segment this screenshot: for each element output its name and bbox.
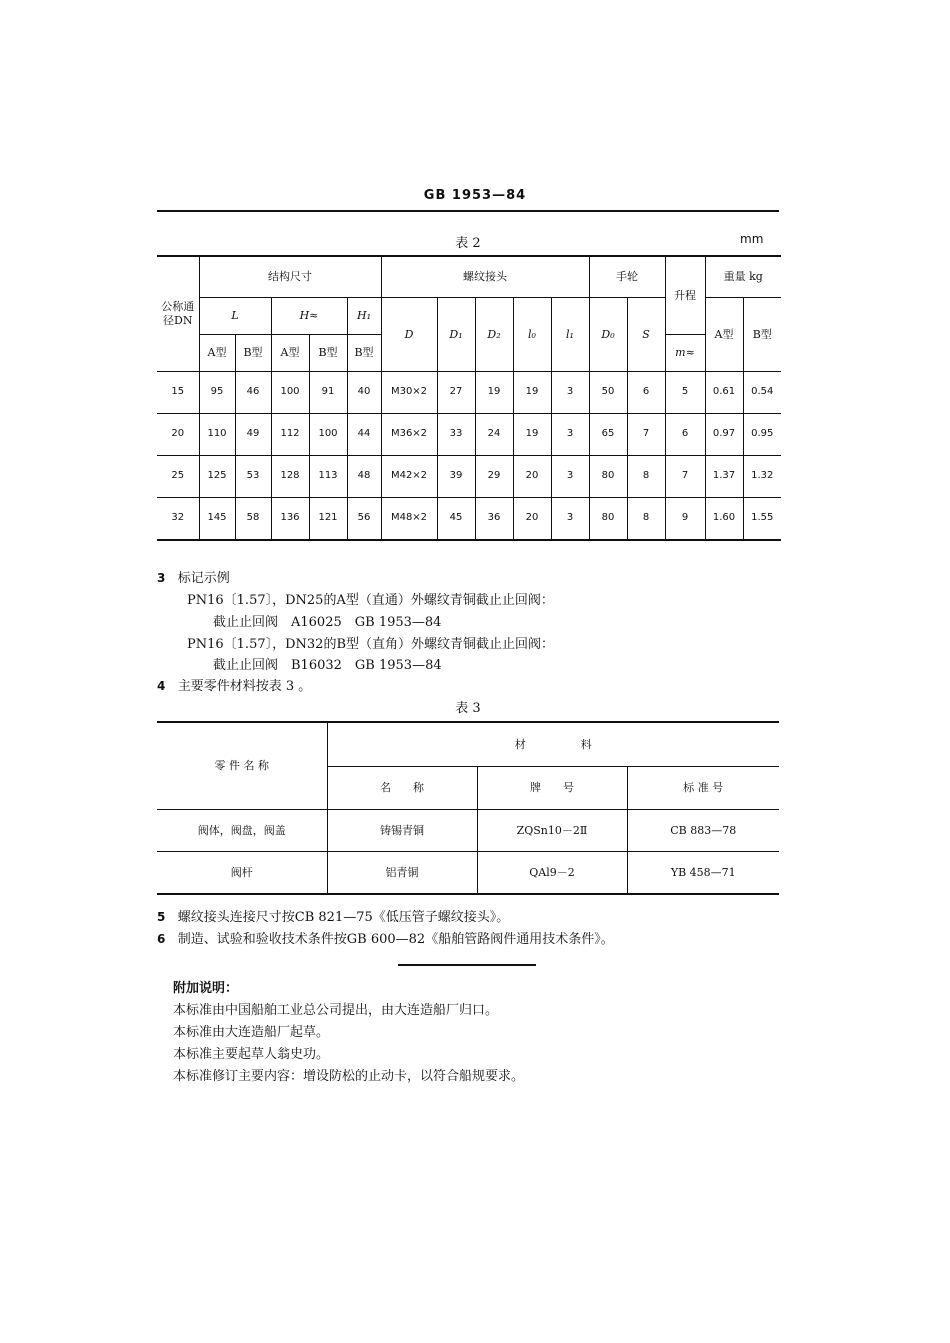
lift-header: 升程 (665, 256, 705, 335)
table-cell: 80 (589, 498, 627, 541)
structure-header: 结构尺寸 (199, 256, 381, 298)
note-line: 本标准修订主要内容：增设防松的止动卡，以符合船规要求。 (173, 1069, 525, 1084)
marking-example-2-code: 截止止回阀 B16032 GB 1953—84 (213, 658, 442, 673)
table-cell: 15 (157, 372, 199, 414)
note-line: 本标准由大连造船厂起草。 (173, 1025, 330, 1040)
table-cell: 53 (235, 456, 271, 498)
table-cell: 6 (665, 414, 705, 456)
note-line: 本标准主要起草人翁史功。 (173, 1047, 330, 1062)
l-header: L (199, 298, 271, 335)
table-cell: 113 (309, 456, 347, 498)
handwheel-header: 手轮 (589, 256, 665, 298)
table-cell: 19 (475, 372, 513, 414)
table-cell: 58 (235, 498, 271, 541)
h1-b-header: B型 (347, 335, 381, 372)
table-cell: 8 (627, 456, 665, 498)
table-cell: 33 (437, 414, 475, 456)
m-header: m≈ (665, 335, 705, 372)
materials-table (157, 721, 779, 895)
table-cell: 100 (309, 414, 347, 456)
section-text: 主要零件材料按表 3 。 (177, 679, 312, 694)
h-b-header: B型 (309, 335, 347, 372)
table-cell: QAl9－2 (477, 852, 627, 895)
table-cell: 36 (475, 498, 513, 541)
header-rule (157, 210, 779, 212)
material-name-header: 名 称 (327, 767, 477, 810)
l0-header: l₀ (513, 298, 551, 372)
table-cell: 100 (271, 372, 309, 414)
section-4 (157, 677, 311, 696)
table-cell: 48 (347, 456, 381, 498)
material-standard-header: 标 准 号 (627, 767, 779, 810)
table-cell: YB 458—71 (627, 852, 779, 895)
section-5 (157, 908, 509, 927)
weight-b-header: B型 (743, 298, 781, 372)
weight-header: 重量 kg (705, 256, 781, 298)
table-cell: 3 (551, 498, 589, 541)
table-cell: ZQSn10－2Ⅱ (477, 810, 627, 852)
table-cell: 7 (627, 414, 665, 456)
weight-a-header: A型 (705, 298, 743, 372)
table-cell: 阀杆 (157, 852, 327, 895)
section-title: 标记示例 (177, 571, 230, 586)
table-cell: 112 (271, 414, 309, 456)
table-cell: 20 (513, 498, 551, 541)
table2-title: 表 2 (455, 236, 481, 251)
table-cell: 128 (271, 456, 309, 498)
table-cell: 1.32 (743, 456, 781, 498)
table-cell: 27 (437, 372, 475, 414)
table-cell: 136 (271, 498, 309, 541)
standard-code-header: GB 1953—84 (423, 188, 527, 203)
table-cell: 46 (235, 372, 271, 414)
table-cell: 95 (199, 372, 235, 414)
table-cell: 125 (199, 456, 235, 498)
d2-header: D₂ (475, 298, 513, 372)
material-header: 材 料 (327, 722, 779, 767)
table-cell: 49 (235, 414, 271, 456)
table-cell: 6 (627, 372, 665, 414)
table-cell: 1.55 (743, 498, 781, 541)
table-cell: 20 (157, 414, 199, 456)
section-number: 4 (157, 679, 166, 693)
h-header: H≈ (271, 298, 347, 335)
table-cell: 32 (157, 498, 199, 541)
table-cell: 3 (551, 414, 589, 456)
table-cell: 121 (309, 498, 347, 541)
table-cell: 1.37 (705, 456, 743, 498)
table-cell: M36×2 (381, 414, 437, 456)
table-row (157, 456, 781, 498)
table-row (157, 498, 781, 541)
table-cell: 110 (199, 414, 235, 456)
table-cell: 56 (347, 498, 381, 541)
section-number: 5 (157, 910, 166, 924)
table-cell: 91 (309, 372, 347, 414)
table-cell: 80 (589, 456, 627, 498)
l-b-header: B型 (235, 335, 271, 372)
table-row (157, 414, 781, 456)
marking-example-1-code: 截止止回阀 A16025 GB 1953—84 (213, 615, 442, 630)
table-cell: CB 883—78 (627, 810, 779, 852)
s-header: S (627, 298, 665, 372)
section-6 (157, 930, 614, 949)
table-cell: M30×2 (381, 372, 437, 414)
table-cell: 8 (627, 498, 665, 541)
table-cell: 45 (437, 498, 475, 541)
d0-header: D₀ (589, 298, 627, 372)
section-number: 3 (157, 571, 166, 585)
material-grade-header: 牌 号 (477, 767, 627, 810)
table-cell: 7 (665, 456, 705, 498)
table-cell: 24 (475, 414, 513, 456)
marking-example-2: PN16〔1.57〕，DN32的B型（直角）外螺纹青铜截止止回阀： (187, 637, 555, 652)
part-name-header: 零 件 名 称 (157, 722, 327, 810)
l1-header: l₁ (551, 298, 589, 372)
thread-header: 螺纹接头 (381, 256, 589, 298)
table-cell: 145 (199, 498, 235, 541)
table-cell: M42×2 (381, 456, 437, 498)
dimensions-table (157, 255, 781, 541)
table-cell: 阀体，阀盘，阀盖 (157, 810, 327, 852)
h-a-header: A型 (271, 335, 309, 372)
l-a-header: A型 (199, 335, 235, 372)
table-cell: 0.61 (705, 372, 743, 414)
section-3-heading (157, 569, 230, 588)
table-row (157, 372, 781, 414)
table-cell: 20 (513, 456, 551, 498)
table2-unit: mm (740, 232, 764, 246)
table-cell: 3 (551, 456, 589, 498)
table-row (157, 810, 779, 852)
table-cell: 25 (157, 456, 199, 498)
table-cell: 铸锡青铜 (327, 810, 477, 852)
notes-title: 附加说明： (173, 981, 239, 996)
table-cell: 29 (475, 456, 513, 498)
d1-header: D₁ (437, 298, 475, 372)
section-text: 制造、试验和验收技术条件按GB 600—82《船舶管路阀件通用技术条件》。 (177, 932, 614, 947)
note-line: 本标准由中国船舶工业总公司提出，由大连造船厂归口。 (173, 1003, 499, 1018)
table-cell: 40 (347, 372, 381, 414)
table-cell: 65 (589, 414, 627, 456)
table-cell: 19 (513, 372, 551, 414)
table-cell: 50 (589, 372, 627, 414)
marking-example-1: PN16〔1.57〕，DN25的A型（直通）外螺纹青铜截止止回阀： (187, 593, 554, 608)
table-cell: M48×2 (381, 498, 437, 541)
separator-rule (398, 964, 536, 966)
table-cell: 0.97 (705, 414, 743, 456)
table-row (157, 852, 779, 895)
table-cell: 0.95 (743, 414, 781, 456)
h1-header: H₁ (347, 298, 381, 335)
table-cell: 39 (437, 456, 475, 498)
table-cell: 铝青铜 (327, 852, 477, 895)
table-cell: 1.60 (705, 498, 743, 541)
table-cell: 9 (665, 498, 705, 541)
section-text: 螺纹接头连接尺寸按CB 821—75《低压管子螺纹接头》。 (177, 910, 510, 925)
table-cell: 44 (347, 414, 381, 456)
table3-title: 表 3 (455, 701, 481, 716)
d-header: D (381, 298, 437, 372)
section-number: 6 (157, 932, 166, 946)
table-cell: 19 (513, 414, 551, 456)
table-cell: 0.54 (743, 372, 781, 414)
dn-header: 公称通径DN (157, 256, 199, 372)
table-cell: 3 (551, 372, 589, 414)
table-cell: 5 (665, 372, 705, 414)
